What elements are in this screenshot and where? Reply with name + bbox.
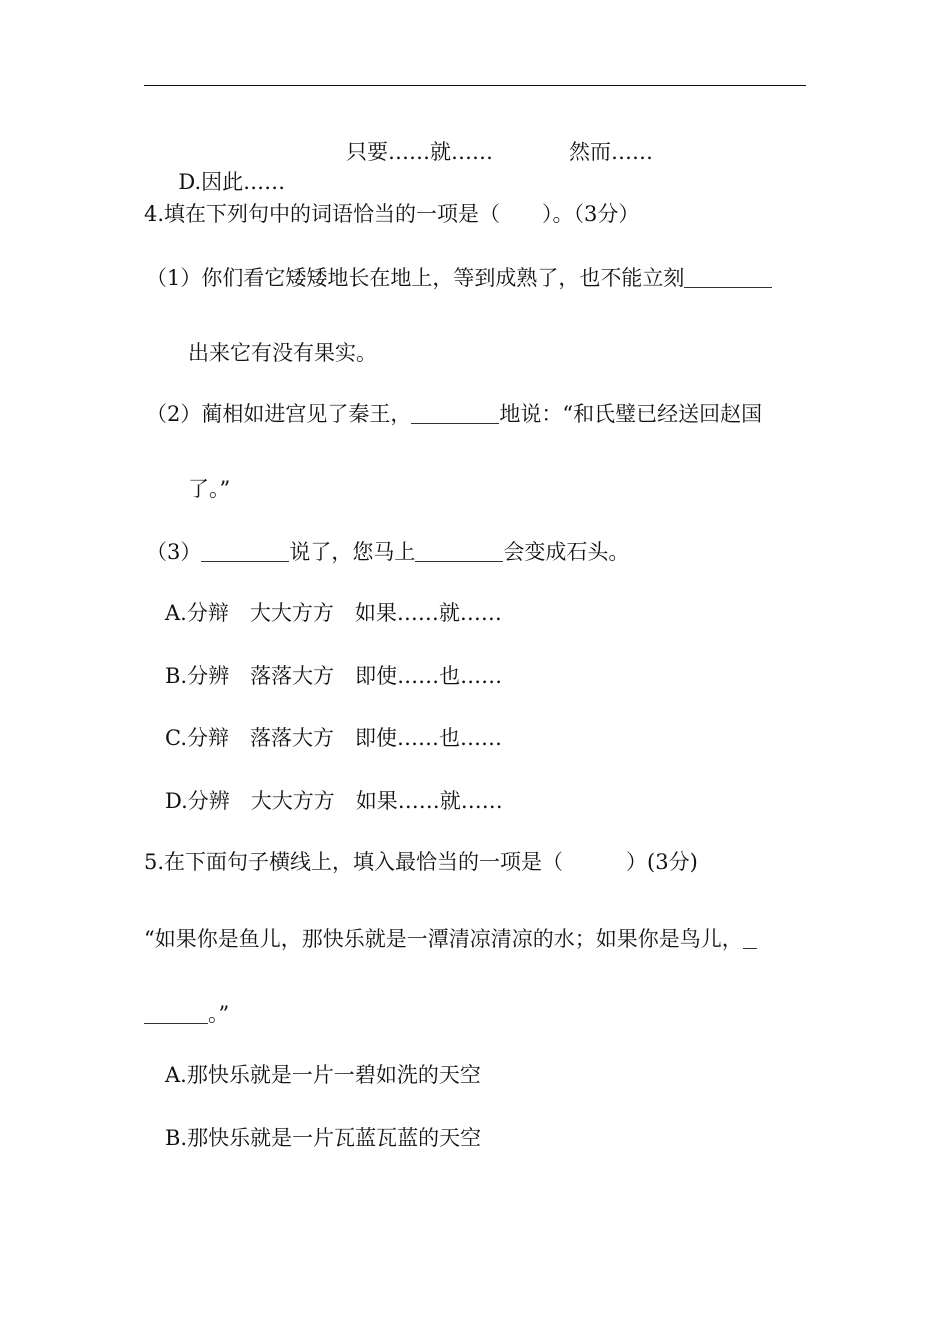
q4-s3-text-b: 说了，您马上 xyxy=(289,540,416,564)
q4-s2-continuation: 了。” xyxy=(188,477,231,501)
q4-sentence-3 xyxy=(146,537,629,567)
q4-s3-prefix: （3） xyxy=(146,540,202,564)
q4-option-c: C.分辩 落落大方 即使……也…… xyxy=(165,726,502,750)
q5-sentence-continuation xyxy=(144,999,229,1029)
q4-option-d: D.分辨 大大方方 如果……就…… xyxy=(165,789,503,813)
q5-blank-end xyxy=(144,1001,208,1024)
header-rule xyxy=(144,85,806,86)
q3-option-d xyxy=(165,137,285,197)
q5-sentence-end: 。” xyxy=(208,1002,230,1026)
q4-sentence-2 xyxy=(146,399,762,429)
q3-option-d-part2: 只要……就…… xyxy=(346,140,493,164)
q4-s1-continuation: 出来它有没有果实。 xyxy=(188,341,377,365)
q4-stem: 4.填在下列句中的词语恰当的一项是（ ）。（3分） xyxy=(144,202,640,226)
q5-sentence xyxy=(144,924,757,954)
q4-s1-blank xyxy=(684,265,772,288)
q4-s3-text-c: 会变成石头。 xyxy=(503,540,630,564)
q4-s2-text-b: 地说：“和氏璧已经送回赵国 xyxy=(499,402,763,426)
q4-s1-text: （1）你们看它矮矮地长在地上，等到成熟了，也不能立刻 xyxy=(146,266,685,290)
q4-sentence-1 xyxy=(146,263,772,293)
q5-stem: 5.在下面句子横线上，填入最恰当的一项是（ ）(3分) xyxy=(144,850,698,874)
q4-s2-blank xyxy=(411,401,499,424)
q4-option-a: A.分辩 大大方方 如果……就…… xyxy=(165,601,502,625)
q5-blank-start xyxy=(743,926,757,949)
q5-option-b: B.那快乐就是一片瓦蓝瓦蓝的天空 xyxy=(165,1126,482,1150)
q5-option-a: A.那快乐就是一片一碧如洗的天空 xyxy=(165,1063,481,1087)
q4-s3-blank-1 xyxy=(201,539,289,562)
q4-s3-blank-2 xyxy=(415,539,503,562)
q3-option-d-label: D.因此…… xyxy=(178,170,286,194)
q3-option-d-part3: 然而…… xyxy=(569,140,653,164)
q4-s2-text-a: （2）蔺相如进宫见了秦王， xyxy=(146,402,412,426)
q4-option-b: B.分辨 落落大方 即使……也…… xyxy=(165,664,503,688)
q5-sentence-text: “如果你是鱼儿，那快乐就是一潭清凉清凉的水；如果你是鸟儿， xyxy=(144,927,743,951)
